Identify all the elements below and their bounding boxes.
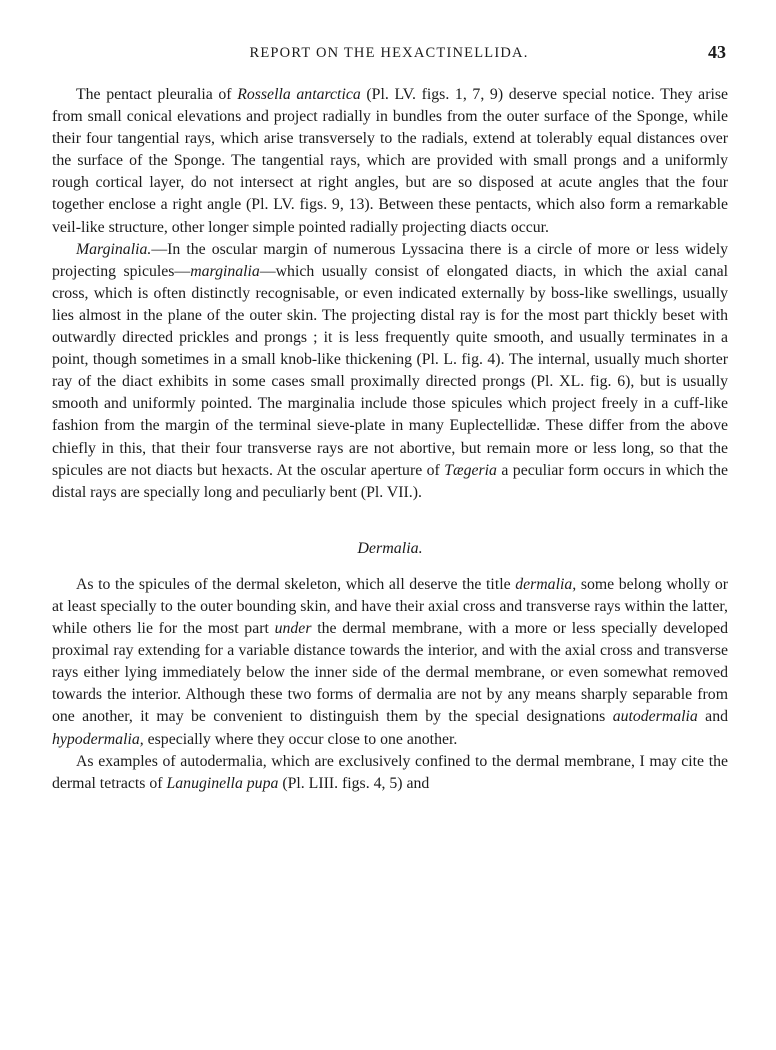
genus-name: Tægeria [444, 461, 497, 479]
running-title: REPORT ON THE HEXACTINELLIDA. [249, 45, 529, 61]
text-run: As examples of autodermalia, which are exclusively confined to the dermal membrane, I may cite the dermal tetracts of [52, 752, 728, 792]
text-run: a peculiar form occurs in which the distal rays are specially long and peculiarly bent (Pl. VII.). [52, 461, 728, 501]
italic-term: dermalia, [515, 575, 577, 593]
text-run: and [697, 708, 728, 726]
paragraph-marginalia [52, 239, 728, 504]
text-run: some belong wholly or at least specially to the outer bounding skin, and have their axial cross and transverse rays within the latter, while others lie for the most part [52, 575, 728, 638]
text-run: especially where they occur close to one another. [143, 730, 458, 748]
text-run: The pentact pleuralia of [76, 86, 238, 103]
italic-term: hypodermalia, [52, 730, 144, 748]
text-run: —In the oscular margin of numerous Lyssacina there is a circle of more or less widely projecting spicules— [52, 240, 728, 280]
page-number: 43 [708, 42, 726, 62]
paragraph-pentact-pleuralia [52, 84, 728, 239]
running-header [52, 42, 726, 66]
italic-term: autodermalia [612, 708, 698, 726]
italic-term: marginalia [190, 262, 260, 280]
text-run: (Pl. LV. figs. 1, 7, 9) deserve special notice. They arise from small conical elevations and project radially in bundles from the outer surface of the Sponge, while their four tangential rays, which arise transversely to the radials, extend at tolerably equal distances over the surface of the Sponge. The tangential rays, which are provided with small prongs and a uniformly rough cortical layer, do not intersect at right angles, but are so disposed at acute angles that the four together enclose a right angle (Pl. LV. figs. 9, 13). Between these pentacts, which also form a remarkable veil-like structure, other longer simple pointed radially projecting diacts occur. [52, 86, 728, 236]
italic-term: under [274, 620, 312, 638]
text-run: the dermal membrane, with a more or less specially developed proximal ray extending for a variable distance towards the interior, and with the axial cross and transverse rays either lying immediately below the inner side of the dermal membrane, or even somewhat removed towards the interior. Although these two forms of dermalia are not by any means sharply separable from one another, it may be convenient to distinguish them by the special designations [52, 620, 729, 726]
section-heading-dermalia: Dermalia. [357, 539, 423, 557]
paragraph-autodermalia [52, 751, 728, 795]
body-text [52, 84, 728, 795]
species-name: Lanuginella pupa [166, 774, 279, 792]
paragraph-lead-term: Marginalia. [76, 240, 152, 258]
text-run: As to the spicules of the dermal skeleton, which all deserve the title [76, 575, 516, 593]
paragraph-dermalia [52, 574, 728, 751]
text-run: (Pl. LIII. figs. 4, 5) and [278, 774, 430, 792]
text-run: —which usually consist of elongated diacts, in which the axial canal cross, which is often distinctly recognisable, or even indicated externally by boss-like swellings, usually lies almost in the plane of the outer skin. The projecting distal ray is for the most part thickly beset with outwardly directed prickles and prongs ; it is less frequently quite smooth, and usually terminates in a point, though sometimes in a small knob-like thickening (Pl. L. fig. 4). The internal, usually much shorter ray of the diact exhibits in some cases small proximally directed prongs (Pl. XL. fig. 6), but is usually smooth and uniformly pointed. The marginalia include those spicules which project freely in a cuff-like fashion from the margin of the terminal sieve-plate in many Euplectellidæ. These differ from the above chiefly in this, that their four transverse rays are not abortive, but remain more or less long, so that the spicules are not diacts but hexacts. At the oscular aperture of [52, 262, 728, 479]
species-name: Rossella antarctica [237, 86, 361, 103]
